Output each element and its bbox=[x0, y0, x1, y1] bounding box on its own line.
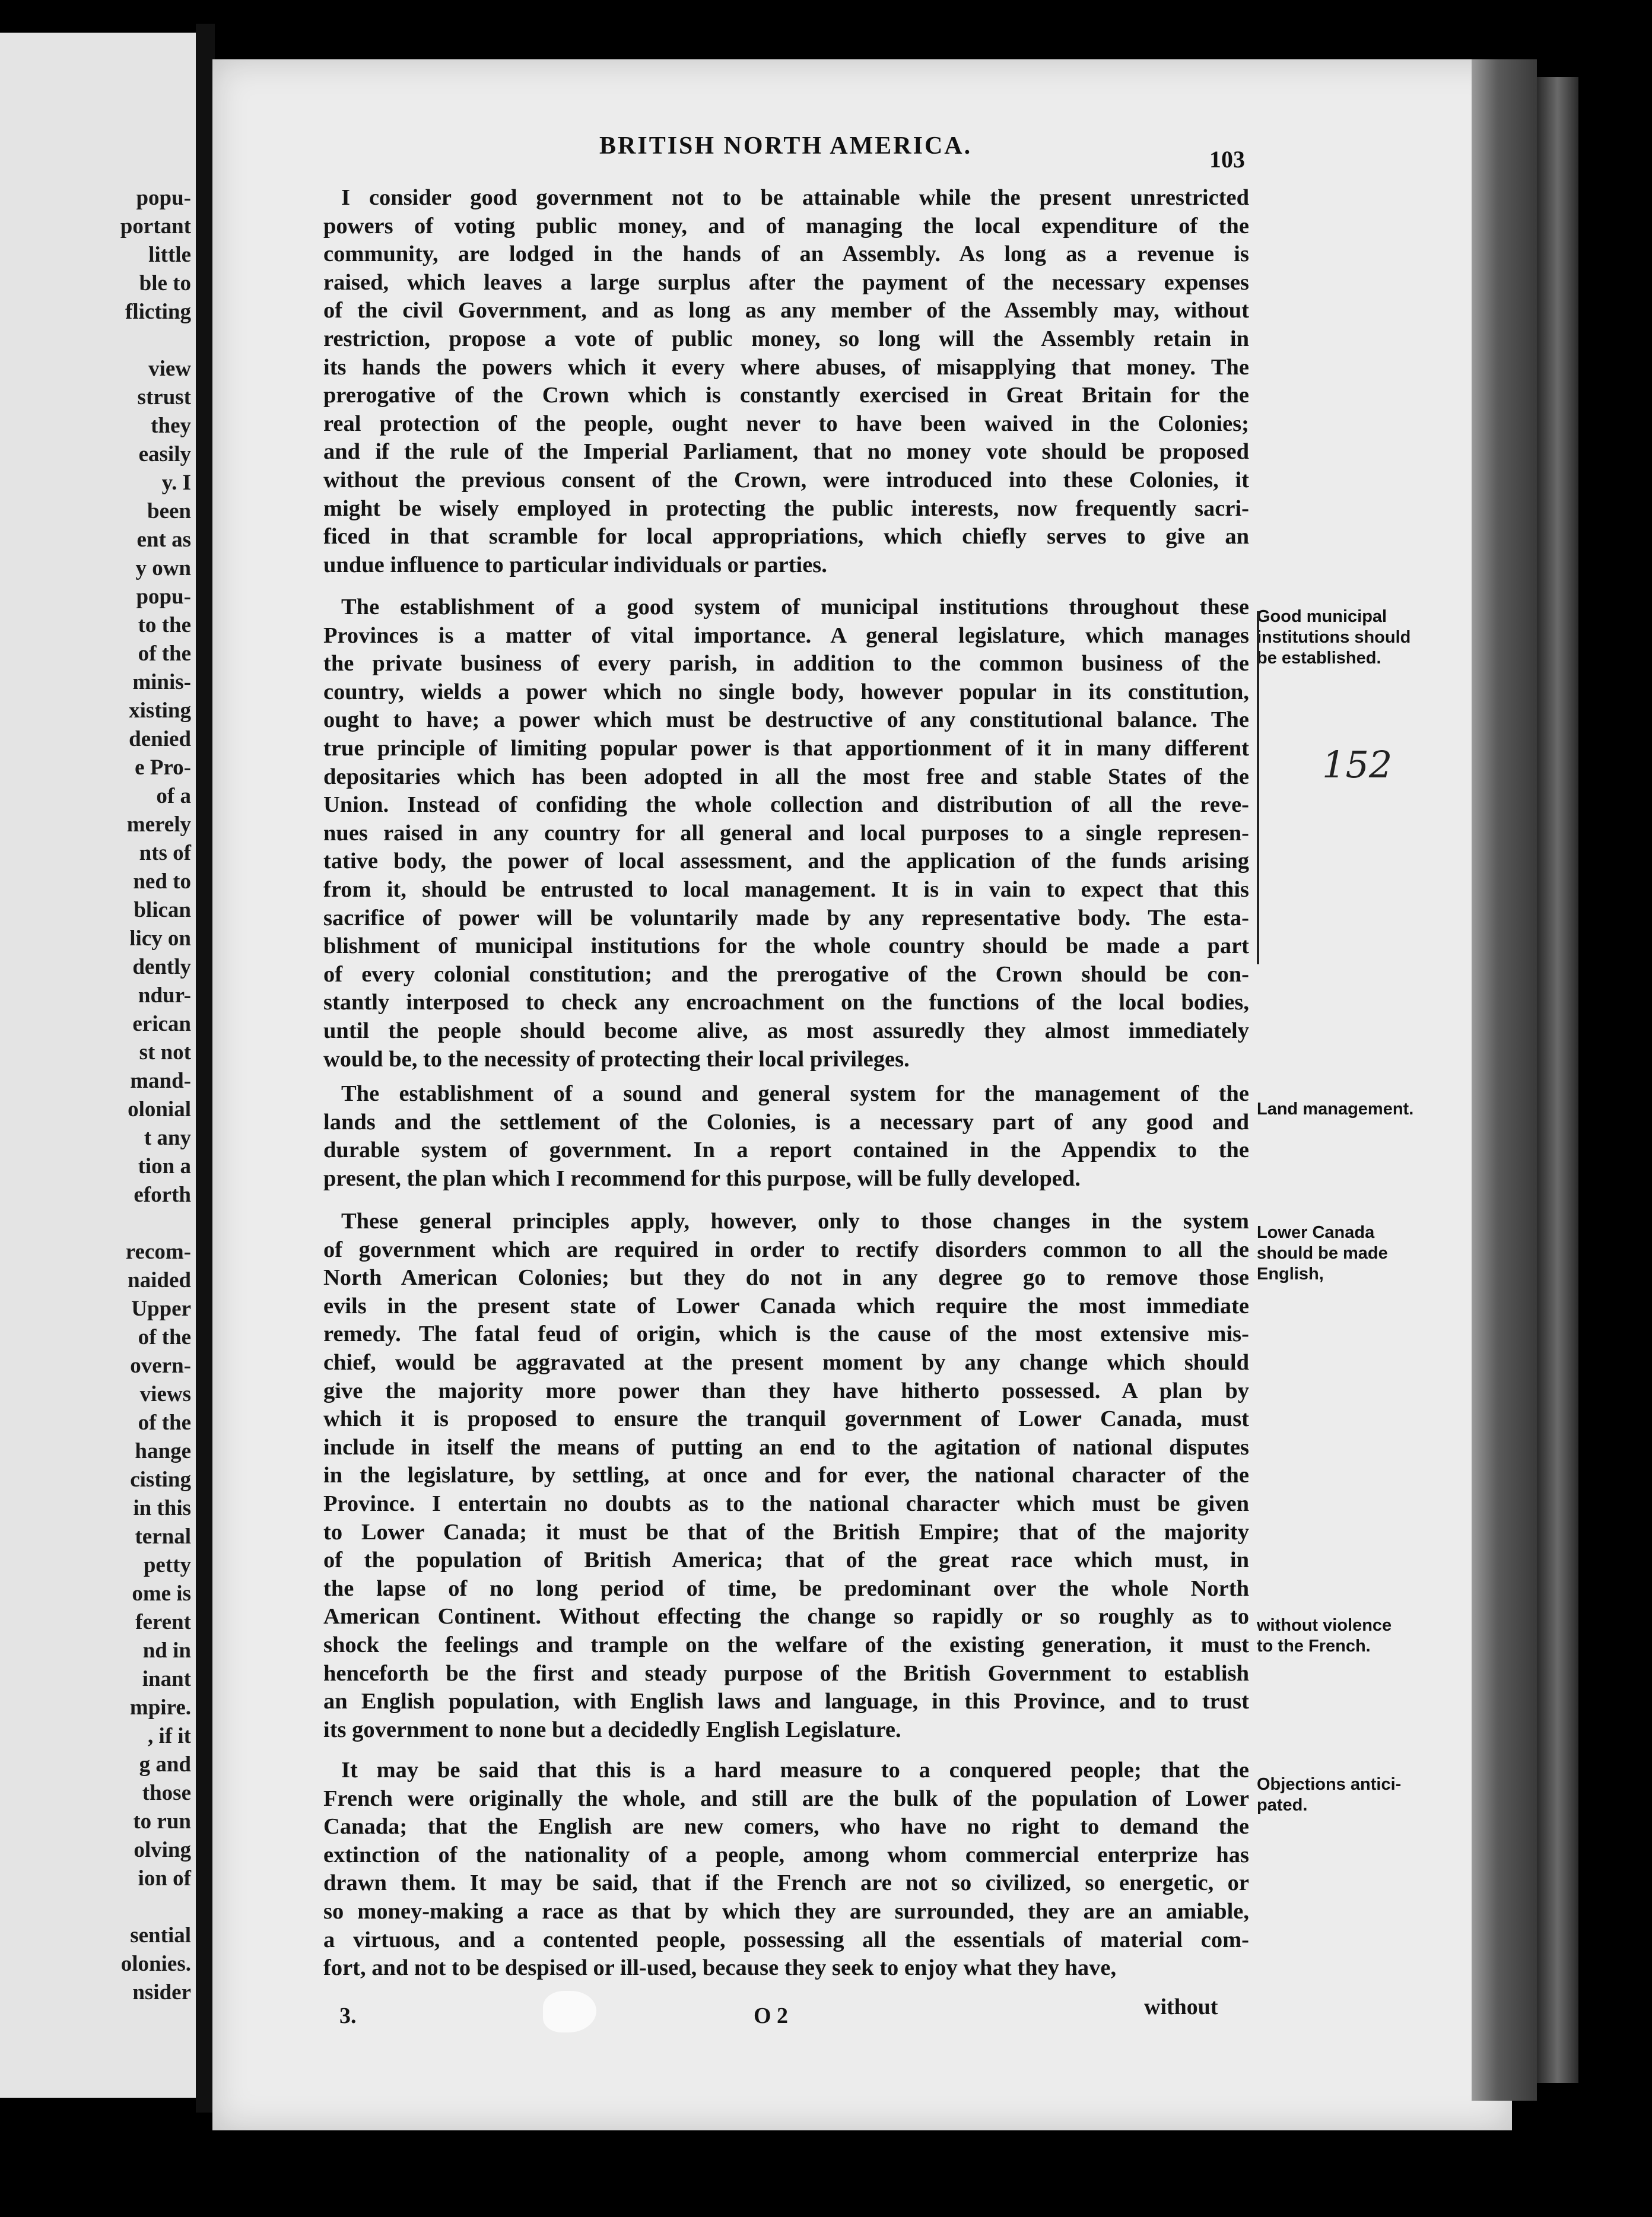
prev-page-line: recom- bbox=[125, 1240, 191, 1264]
prev-page-line: mand- bbox=[130, 1069, 191, 1093]
text-line: Union. Instead of confiding the whole collection and distribution of all the reve- bbox=[323, 792, 1249, 818]
text-line: of every colonial constitution; and the prerogative of the Crown should be con- bbox=[323, 961, 1249, 987]
text-line: It may be said that this is a hard measure to a conquered people; that the bbox=[341, 1758, 1249, 1783]
text-line: present, the plan which I recommend for this purpose, will be fully developed. bbox=[323, 1165, 1081, 1191]
prev-page-line: ent as bbox=[136, 528, 191, 552]
text-line: North American Colonies; but they do not in any degree go to remove those bbox=[323, 1265, 1249, 1291]
text-line: American Continent. Without effecting the change so rapidly or so roughly as to bbox=[323, 1604, 1249, 1630]
margin-note-land bbox=[1257, 1099, 1413, 1120]
margin-note-line: be established. bbox=[1257, 649, 1381, 668]
paragraph-1 bbox=[323, 184, 1249, 579]
text-line: so money-making a race as that by which they are surrounded, they are an amiable, bbox=[323, 1898, 1249, 1924]
catchword: without bbox=[1144, 1994, 1218, 2019]
text-line: its hands the powers which it every where abuses, of misapplying that money. The bbox=[323, 354, 1249, 380]
text-line: and if the rule of the Imperial Parliament, that no money vote should be proposed bbox=[323, 439, 1249, 465]
text-line: sacrifice of power will be voluntarily made by any representative body. The esta- bbox=[323, 905, 1249, 930]
prev-page-line: views bbox=[139, 1382, 191, 1406]
margin-note-municipal bbox=[1257, 606, 1410, 669]
text-line: remedy. The fatal feud of origin, which is the cause of the most extensive mis- bbox=[323, 1322, 1249, 1347]
margin-note-line: Land management. bbox=[1257, 1100, 1414, 1119]
text-line: raised, which leaves a large surplus after the payment of the necessary expenses bbox=[323, 269, 1249, 295]
prev-page-line: y own bbox=[135, 556, 191, 580]
text-line: durable system of government. In a report contained in the Appendix to the bbox=[323, 1138, 1249, 1163]
prev-page-line: been bbox=[147, 499, 191, 523]
margin-note-line: pated. bbox=[1257, 1796, 1308, 1815]
text-line: stantly interposed to check any encroachment on the functions of the local bodies, bbox=[323, 990, 1249, 1015]
text-line: an English population, with English laws and language, in this Province, and to trust bbox=[323, 1689, 1249, 1714]
prev-page-line: Upper bbox=[131, 1297, 191, 1321]
prev-page-line: xisting bbox=[129, 698, 191, 723]
prev-page-line: olonies. bbox=[120, 1952, 191, 1976]
paragraph-5 bbox=[323, 1757, 1249, 1983]
previous-page-fragment bbox=[0, 33, 196, 2098]
text-line: from it, should be entrusted to local management. It is in vain to expect that this bbox=[323, 876, 1249, 902]
text-line: blishment of municipal institutions for the whole country should be made a part bbox=[323, 933, 1249, 959]
prev-page-line: olonial bbox=[128, 1097, 191, 1122]
prev-page-line: st not bbox=[139, 1040, 191, 1065]
book-edge bbox=[1537, 77, 1578, 2083]
prev-page-line: to run bbox=[133, 1809, 191, 1834]
margin-note-violence bbox=[1257, 1615, 1392, 1657]
text-line: fort, and not to be despised or ill-used, because they seek to enjoy what they have, bbox=[323, 1955, 1117, 1981]
text-line: of the civil Government, and as long as any member of the Assembly may, without bbox=[323, 298, 1249, 323]
prev-page-line: in this bbox=[133, 1496, 191, 1520]
text-line: evils in the present state of Lower Canada which require the most immediate bbox=[323, 1293, 1249, 1319]
prev-page-line: y. I bbox=[161, 471, 191, 495]
paragraph-2 bbox=[323, 593, 1249, 1073]
handwritten-page-note: 152 bbox=[1322, 743, 1393, 786]
prev-page-line: of the bbox=[138, 1411, 191, 1435]
prev-page-line: of the bbox=[138, 1325, 191, 1349]
signature-mark: 3. bbox=[339, 2003, 357, 2028]
prev-page-line: erican bbox=[132, 1012, 191, 1036]
text-line: French were originally the whole, and still are the bulk of the population of Lower bbox=[323, 1786, 1249, 1811]
text-line: community, are lodged in the hands of an Assembly. As long as a revenue is bbox=[323, 242, 1249, 267]
prev-page-line: tion a bbox=[138, 1154, 191, 1179]
prev-page-line: g and bbox=[139, 1752, 191, 1777]
prev-page-line: overn- bbox=[130, 1354, 191, 1378]
text-line: of the population of British America; that of the great race which must, in bbox=[323, 1548, 1249, 1573]
prev-page-line: mpire. bbox=[129, 1695, 191, 1720]
text-line: might be wisely employed in protecting the public interests, now frequently sacri- bbox=[323, 496, 1249, 521]
prev-page-line: olving bbox=[134, 1838, 191, 1862]
prev-page-line: to the bbox=[138, 613, 191, 637]
text-line: include in itself the means of putting an end to the agitation of national disputes bbox=[323, 1434, 1249, 1460]
prev-page-line: nts of bbox=[139, 841, 191, 865]
prev-page-line: those bbox=[142, 1781, 191, 1805]
prev-page-line: naided bbox=[128, 1268, 191, 1292]
margin-note-line: Good municipal bbox=[1257, 607, 1387, 626]
text-line: depositaries which has been adopted in all the most free and stable States of the bbox=[323, 764, 1249, 789]
text-line: until the people should become alive, as most assuredly they almost immediately bbox=[323, 1018, 1249, 1043]
text-line: a virtuous, and a contented people, possessing all the essentials of material com- bbox=[323, 1927, 1249, 1952]
text-line: its government to none but a decidedly English Legislature. bbox=[323, 1717, 901, 1742]
prev-page-line: ion of bbox=[138, 1866, 191, 1891]
text-line: to Lower Canada; it must be that of the British Empire; that of the majority bbox=[323, 1519, 1249, 1545]
prev-page-line: portant bbox=[120, 214, 191, 239]
prev-page-line: easily bbox=[138, 442, 191, 466]
text-line: Canada; that the English are new comers, who have no right to demand the bbox=[323, 1814, 1249, 1840]
prev-page-line: ndur- bbox=[138, 983, 191, 1008]
prev-page-line: t any bbox=[144, 1126, 191, 1150]
margin-bracket-mark bbox=[1257, 611, 1264, 964]
text-line: without the previous consent of the Crown, were introduced into these Colonies, it bbox=[323, 467, 1249, 493]
prev-page-line: strust bbox=[137, 385, 191, 409]
prev-page-line: ned to bbox=[133, 869, 191, 894]
margin-note-objections bbox=[1257, 1774, 1401, 1816]
margin-note-lower-canada bbox=[1257, 1222, 1388, 1285]
prev-page-line: dently bbox=[132, 955, 191, 979]
text-line: extinction of the nationality of a people, among whom commercial enterprize has bbox=[323, 1842, 1249, 1867]
page-edge bbox=[1472, 59, 1537, 2101]
text-line: Province. I entertain no doubts as to the national character which must be given bbox=[323, 1491, 1249, 1516]
text-line: ficed in that scramble for local appropriations, which chiefly serves to give an bbox=[323, 524, 1249, 550]
text-line: true principle of limiting popular power is that apportionment of it in many different bbox=[323, 735, 1249, 761]
prev-page-line: popu- bbox=[136, 186, 191, 210]
margin-note-line: institutions should bbox=[1257, 628, 1411, 647]
prev-page-line: blican bbox=[134, 898, 191, 922]
prev-page-line: e Pro- bbox=[135, 755, 191, 780]
running-header: BRITISH NORTH AMERICA. bbox=[599, 132, 973, 160]
margin-note-line: Lower Canada bbox=[1257, 1223, 1375, 1242]
paragraph-3 bbox=[323, 1080, 1249, 1193]
text-line: in the legislature, by settling, at once and for ever, the national character of the bbox=[323, 1463, 1249, 1488]
margin-note-line: Objections antici- bbox=[1257, 1775, 1402, 1794]
prev-page-line: denied bbox=[129, 727, 191, 751]
prev-page-line: of a bbox=[156, 784, 191, 808]
text-line: undue influence to particular individuals or parties. bbox=[323, 552, 827, 577]
paragraph-4 bbox=[323, 1208, 1249, 1744]
text-line: nues raised in any country for all general and local purposes to a single represen- bbox=[323, 820, 1249, 846]
prev-page-line: nsider bbox=[132, 1980, 191, 2005]
text-line: drawn them. It may be said, that if the French are not so civilized, so energetic, or bbox=[323, 1870, 1249, 1896]
prev-page-line: little bbox=[148, 243, 191, 267]
prev-page-line: ferent bbox=[135, 1610, 191, 1634]
prev-page-line: ternal bbox=[135, 1524, 191, 1549]
text-line: henceforth be the first and steady purpose of the British Government to establish bbox=[323, 1660, 1249, 1686]
text-line: lands and the settlement of the Colonies, is a necessary part of any good and bbox=[323, 1109, 1249, 1135]
prev-page-line: they bbox=[151, 414, 191, 438]
text-line: country, wields a power which no single body, however popular in its constitution, bbox=[323, 679, 1249, 704]
text-line: shock the feelings and trample on the welfare of the existing generation, it must bbox=[323, 1632, 1249, 1657]
prev-page-line: petty bbox=[143, 1553, 191, 1577]
text-line: powers of voting public money, and of managing the local expenditure of the bbox=[323, 213, 1249, 239]
text-line: Provinces is a matter of vital importance. A general legislature, which manages bbox=[323, 622, 1249, 648]
sheet-signature: O 2 bbox=[754, 2003, 789, 2028]
prev-page-line: ome is bbox=[132, 1581, 191, 1606]
text-line: chief, would be aggravated at the present moment by any change which should bbox=[323, 1349, 1249, 1375]
text-line: of government which are required in order to rectify disorders common to all the bbox=[323, 1237, 1249, 1262]
prev-page-line: nd in bbox=[142, 1638, 191, 1663]
page-number: 103 bbox=[1209, 146, 1245, 173]
text-line: The establishment of a sound and general system for the management of the bbox=[341, 1081, 1249, 1106]
prev-page-line: eforth bbox=[134, 1183, 191, 1207]
prev-page-line: licy on bbox=[129, 926, 191, 951]
margin-note-line: should be made bbox=[1257, 1244, 1388, 1263]
text-line: which it is proposed to ensure the tranquil government of Lower Canada, must bbox=[323, 1406, 1249, 1432]
margin-note-line: without violence bbox=[1257, 1616, 1392, 1635]
text-line: prerogative of the Crown which is constantly exercised in Great Britain for the bbox=[323, 383, 1249, 408]
prev-page-line: cisting bbox=[130, 1468, 191, 1492]
margin-note-line: to the French. bbox=[1257, 1637, 1371, 1656]
text-line: These general principles apply, however, only to those changes in the system bbox=[341, 1209, 1249, 1234]
prev-page-line: inant bbox=[142, 1667, 191, 1691]
text-line: would be, to the necessity of protecting their local privileges. bbox=[323, 1046, 910, 1072]
prev-page-line: sential bbox=[130, 1923, 191, 1948]
prev-page-line: view bbox=[148, 357, 191, 381]
text-line: restriction, propose a vote of public money, so long will the Assembly retain in bbox=[323, 326, 1249, 351]
prev-page-line: popu- bbox=[136, 585, 191, 609]
prev-page-line: merely bbox=[126, 812, 191, 837]
prev-page-line: hange bbox=[135, 1439, 191, 1463]
text-line: give the majority more power than they have hitherto possessed. A plan by bbox=[323, 1378, 1249, 1403]
prev-page-line: minis- bbox=[132, 670, 191, 694]
text-line: ought to have; a power which must be destructive of any constitutional balance. The bbox=[323, 707, 1249, 733]
text-line: I consider good government not to be attainable while the present unrestricted bbox=[341, 185, 1249, 210]
text-line: real protection of the people, ought never to have been waived in the Colonies; bbox=[323, 411, 1249, 436]
margin-note-line: English, bbox=[1257, 1265, 1324, 1284]
prev-page-line: ble to bbox=[139, 271, 191, 296]
text-line: tative body, the power of local assessment, and the application of the funds arising bbox=[323, 849, 1249, 874]
text-line: The establishment of a good system of municipal institutions throughout these bbox=[341, 595, 1249, 620]
text-line: the private business of every parish, in addition to the common business of the bbox=[323, 651, 1249, 676]
prev-page-line: , if it bbox=[148, 1724, 191, 1748]
prev-page-line: flicting bbox=[125, 300, 191, 324]
text-line: the lapse of no long period of time, be predominant over the whole North bbox=[323, 1576, 1249, 1601]
prev-page-line: of the bbox=[138, 641, 191, 666]
